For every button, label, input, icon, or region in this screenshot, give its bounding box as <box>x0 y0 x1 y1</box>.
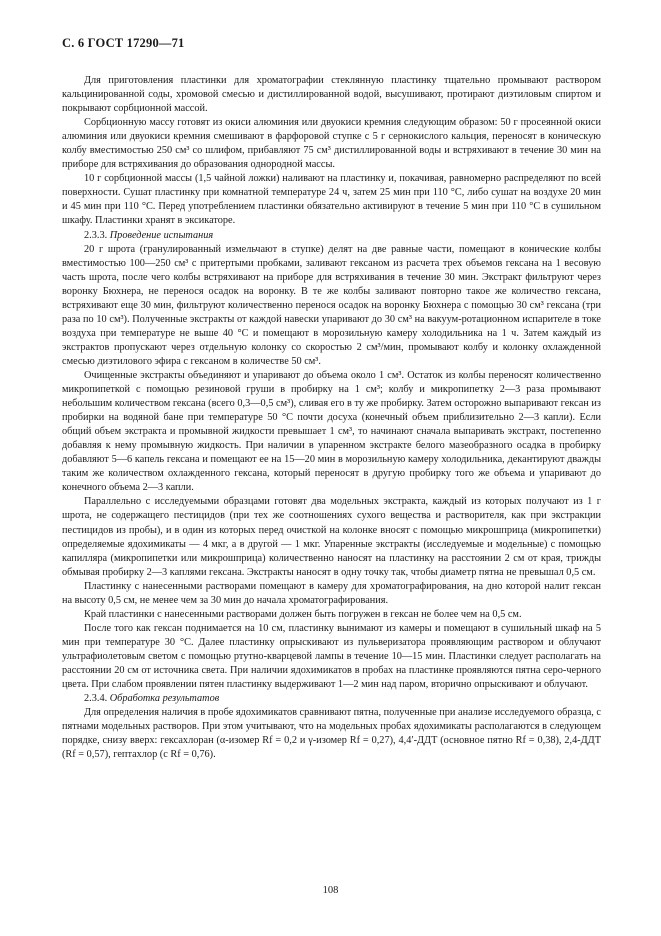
section-heading-2-3-4 <box>62 692 601 706</box>
section-heading-2-3-3 <box>62 229 601 243</box>
paragraph: Край пластинки с нанесенными растворами должен быть погружен в гексан не более чем на 0,5 см. <box>84 608 522 620</box>
paragraph: Для определения наличия в пробе ядохимикатов сравнивают пятна, полученные при анализе исследуемого образца, с пятнами модельных растворов. При этом учитывают, что на модельных пробах ядохимикаты располагаются в следующем порядке, снизу вверх: гексахлоран (α-изомер Rf = 0,2 и γ-изомер Rf = 0,27), 4,4′-ДДТ (основное пятно Rf = 0,38), 2,4-ДДТ (Rf = 0,57), гептахлор (с Rf = 0,76). <box>62 707 601 761</box>
paragraph: Сорбционную массу готовят из окиси алюминия или двуокиси кремния следующим образом: 50 г просеянной окиси алюминия или двуокиси кремния смешивают в фарфоровой ступке с 5 г сернокислого кальция, переносят в коническую колбу вместимостью 250 см³ со шлифом, прибавляют 75 см³ дистиллированной воды и встряхивают в течение 30 мин на приборе для встряхивания до образования однородной массы. <box>62 117 601 171</box>
paragraph: Очищенные экстракты объединяют и упаривают до объема около 1 см³. Остаток из колбы переносят количественно микропипеткой с помощью резиновой груши в пробирку на 1 см³; колбу и микропипетку 2—3 раза промывают небольшим количеством гексана (всего 0,3—0,5 см³), сливая его в ту же пробирку. Затем осторожно выпаривают гексан из пробирки на водяной бане при температуре 50 °С почти досуха (конечный объем приблизительно 2—3 капли). Если общий объем экстракта и промывной жидкости превышает 1 см³, то начинают сначала выпаривать экстракт, постепенно добавляя к нему промывную жидкость. При наличии в упаренном экстракте белого мазеобразного осадка в пробирку добавляют 5—6 капель гексана и помещают ее на 15—20 мин в морозильную камеру холодильника, декантируют дважды таким же количеством охлажденного гексана, который переносят в другую пробирку того же объема и упаривают до конечного объема 2—3 капли. <box>62 369 601 494</box>
paragraph: Для приготовления пластинки для хроматографии стеклянную пластинку тщательно промывают раствором кальцинированной соды, хромовой смесью и дистиллированной водой, высушивают, протирают диэтиловым спиртом и покрывают сорбционной массой. <box>62 75 601 115</box>
paragraph: Пластинку с нанесенными растворами помещают в камеру для хроматографирования, на дно которой налит гексан на высоту 0,5 см, не менее чем за 30 мин до начала хроматографирования. <box>62 580 601 606</box>
section-number: 2.3.3. <box>84 229 108 241</box>
paragraph: Параллельно с исследуемыми образцами готовят два модельных экстракта, каждый из которых получают из 1 г шрота, не содержащего пестицидов (при тех же соотношениях сухого вещества и растворителя, как при экстракции пестицидов из пробы), и в один из которых перед очисткой на колонке вносят с помощью микрошприца (микропипетки) определяемые ядохимикаты — 4 мкг, а в другой — 1 мкг. Упаренные экстракты (исследуемые и модельные) с помощью капилляра (микропипетки или микрошприца) количественно наносят на пластинку на расстоянии 2 см от края, трижды обмывая пробирку 2—3 каплями гексана. Экстракты наносят в одну точку так, чтобы диаметр пятна не превышал 0,5 см. <box>62 496 601 578</box>
section-number: 2.3.4. <box>84 693 108 705</box>
section-title: Обработка результатов <box>109 693 220 705</box>
section-title: Проведение испытания <box>109 229 214 241</box>
paragraph: 20 г шрота (гранулированный измельчают в ступке) делят на две равные части, помещают в конические колбы вместимостью 100—250 см³ с притертыми пробками, заливают гексаном из расчета трех объемов гексана на 1 весовую часть шрота, после чего колбы встряхивают на приборе для встряхивания в течение 30 мин. Экстракт фильтруют через воронку Бюхнера, не перенося осадок на воронку. В те же колбы заливают повторно такое же количество гексана, встряхивают еще 30 мин, фильтруют количественно перенося осадок на воронку Бюхнера с помощью 30 см³ гексана (три раза по 10 см³). Полученные экстракты от каждой навески упаривают до 30 см³ на вакуум-ротационном испарителе в токе воздуха при температуре не выше 40 °С и помещают в морозильную камеру холодильника на 1 ч. Затем каждый из экстрактов пропускают через отдельную колонку со скоростью 2 см³/мин, промывают колбу и колонку охлажденной смесью диэтилового эфира с гексаном в количестве 50 см³. <box>62 243 601 367</box>
page-number: 108 <box>322 885 339 896</box>
paragraph: После того как гексан поднимается на 10 см, пластинку вынимают из камеры и помещают в сушильный шкаф на 5 мин при температуре 30 °С. Далее пластинку опрыскивают из пульверизатора проявляющим раствором и облучают ультрафиолетовым светом с помощью ртутно-кварцевой лампы в течение 10—15 мин. Пластинки следует располагать на расстоянии 20 см от источника света. При наличии ядохимикатов в пробах на пластинке проявляются пятна серо-черного цвета. При слабом проявлении пятен пластинку выдерживают 1—2 мин над паром, вторично опрыскивают и облучают. <box>62 622 601 691</box>
paragraph: 10 г сорбционной массы (1,5 чайной ложки) наливают на пластинку и, покачивая, равномерно распределяют по всей поверхности. Сушат пластинку при комнатной температуре 24 ч, затем 25 мин при 110 °С, либо сушат на воздухе 20 мин и 45 мин при 110 °С. Перед употреблением пластинки обязательно активируют в течение 5 мин при 110 °С в сушильном шкафу. Пластинки хранят в эксикаторе. <box>62 173 601 227</box>
page-header: С. 6 ГОСТ 17290—71 <box>62 36 185 50</box>
document-body <box>62 74 601 762</box>
